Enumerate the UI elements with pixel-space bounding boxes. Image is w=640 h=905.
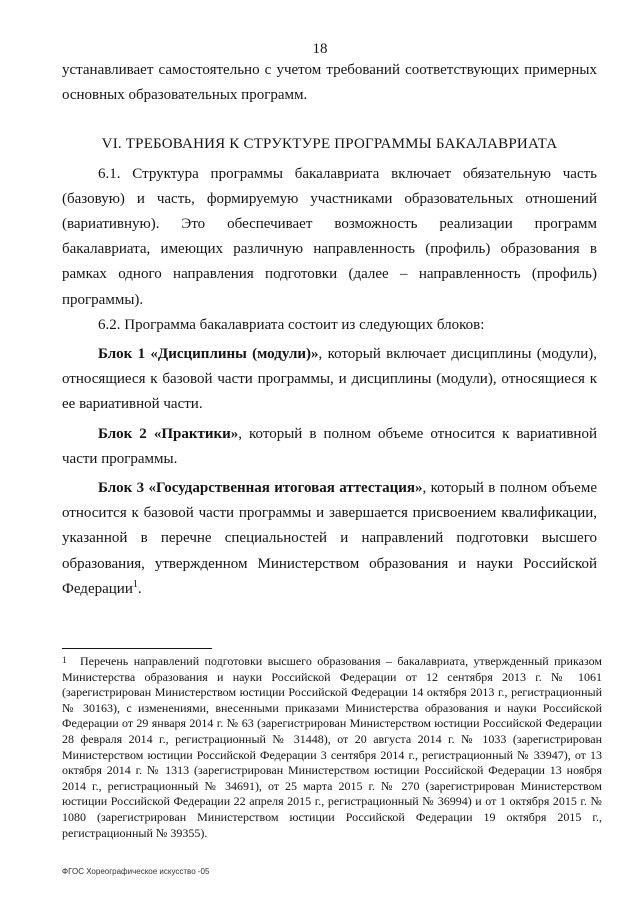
section-heading: VI. ТРЕБОВАНИЯ К СТРУКТУРЕ ПРОГРАММЫ БАКАЛАВРИАТА [101,136,558,153]
paragraph-6-2: 6.2. Программа бакалавриата состоит из следующих блоков: [98,316,485,333]
block-1-title: Блок 1 «Дисциплины (модули)» [98,346,319,363]
block-2-text: , который в полном объеме относится к вариативной части программы. [62,425,597,467]
footnote-text: Перечень направлений подготовки высшего образования – бакалавриата, утвержденный приказом Министерства образования и науки Российской Федерации от 12 сентября 2013 г. № 1061 (зарегистрирован Министерством юстиции Российской Федерации 14 октября 2013 г., регистрационный № 30163), с изменениями, внесенными приказами Министерства образования и науки Российской Федерации от 29 января 2014 г. № 63 (зарегистрирован Министерством юстиции Российской Федерации 28 февраля 2014 г., регистрационный № 31448), от 20 августа 2014 г. № 1033 (зарегистрирован Министерством юстиции Российской Федерации 3 сентября 2014 г., регистрационный № 33947), от 13 октября 2014 г. № 1313 (зарегистрирован Министерством юстиции Российской Федерации 13 ноября 2014 г., регистрационный № 34691), от 25 марта 2015 г. № 270 (зарегистрирован Министерством юстиции Российской Федерации 22 апреля 2015 г., регистрационный № 36994) и от 1 октября 2015 г. № 1080 (зарегистрирован Министерством юстиции Российской Федерации 19 октября 2015 г., регистрационный № 39355). [62,654,602,840]
block-2-title: Блок 2 «Практики» [98,425,239,442]
intro-continuation: устанавливает самостоятельно с учетом требований соответствующих примерных основных образовательных программ. [62,62,597,104]
block-1-paragraph [62,342,597,418]
body-text [62,58,597,602]
page-number: 18 [312,41,328,57]
block-2-paragraph [62,422,597,472]
block-3-text: , который в полном объеме относится к базовой части программы и завершается присвоением квалификации, указанной в перечне специальностей и направлений подготовки высшего образования, утвержденном Министерством образования и науки Российской Федерации [62,480,597,597]
block-1-text: , который включает дисциплины (модули), относящиеся к базовой части программы, и дисциплины (модули), относящиеся к ее вариативной части. [62,346,597,413]
footnote-number: 1 [62,655,67,665]
footnote-reference[interactable]: 1 [132,578,138,590]
block-3-paragraph [62,476,597,602]
paragraph-6-1: 6.1. Структура программы бакалавриата включает обязательную часть (базовую) и часть, формируемую участниками образовательных отношений (вариативную). Это обеспечивает возможность реализации программ бакалавриата, имеющих различную направленность (профиль) образования в рамках одного направления подготовки (далее – направленность (профиль) программы). [62,165,597,308]
footer-label: ФГОС Хореографическое искусство -05 [62,867,210,876]
block-3-title: Блок 3 «Государственная итоговая аттестация» [98,480,423,497]
footnote-paragraph [62,654,602,841]
footnote [62,654,602,841]
block-3-end: . [137,580,142,597]
footnote-divider [62,648,212,649]
